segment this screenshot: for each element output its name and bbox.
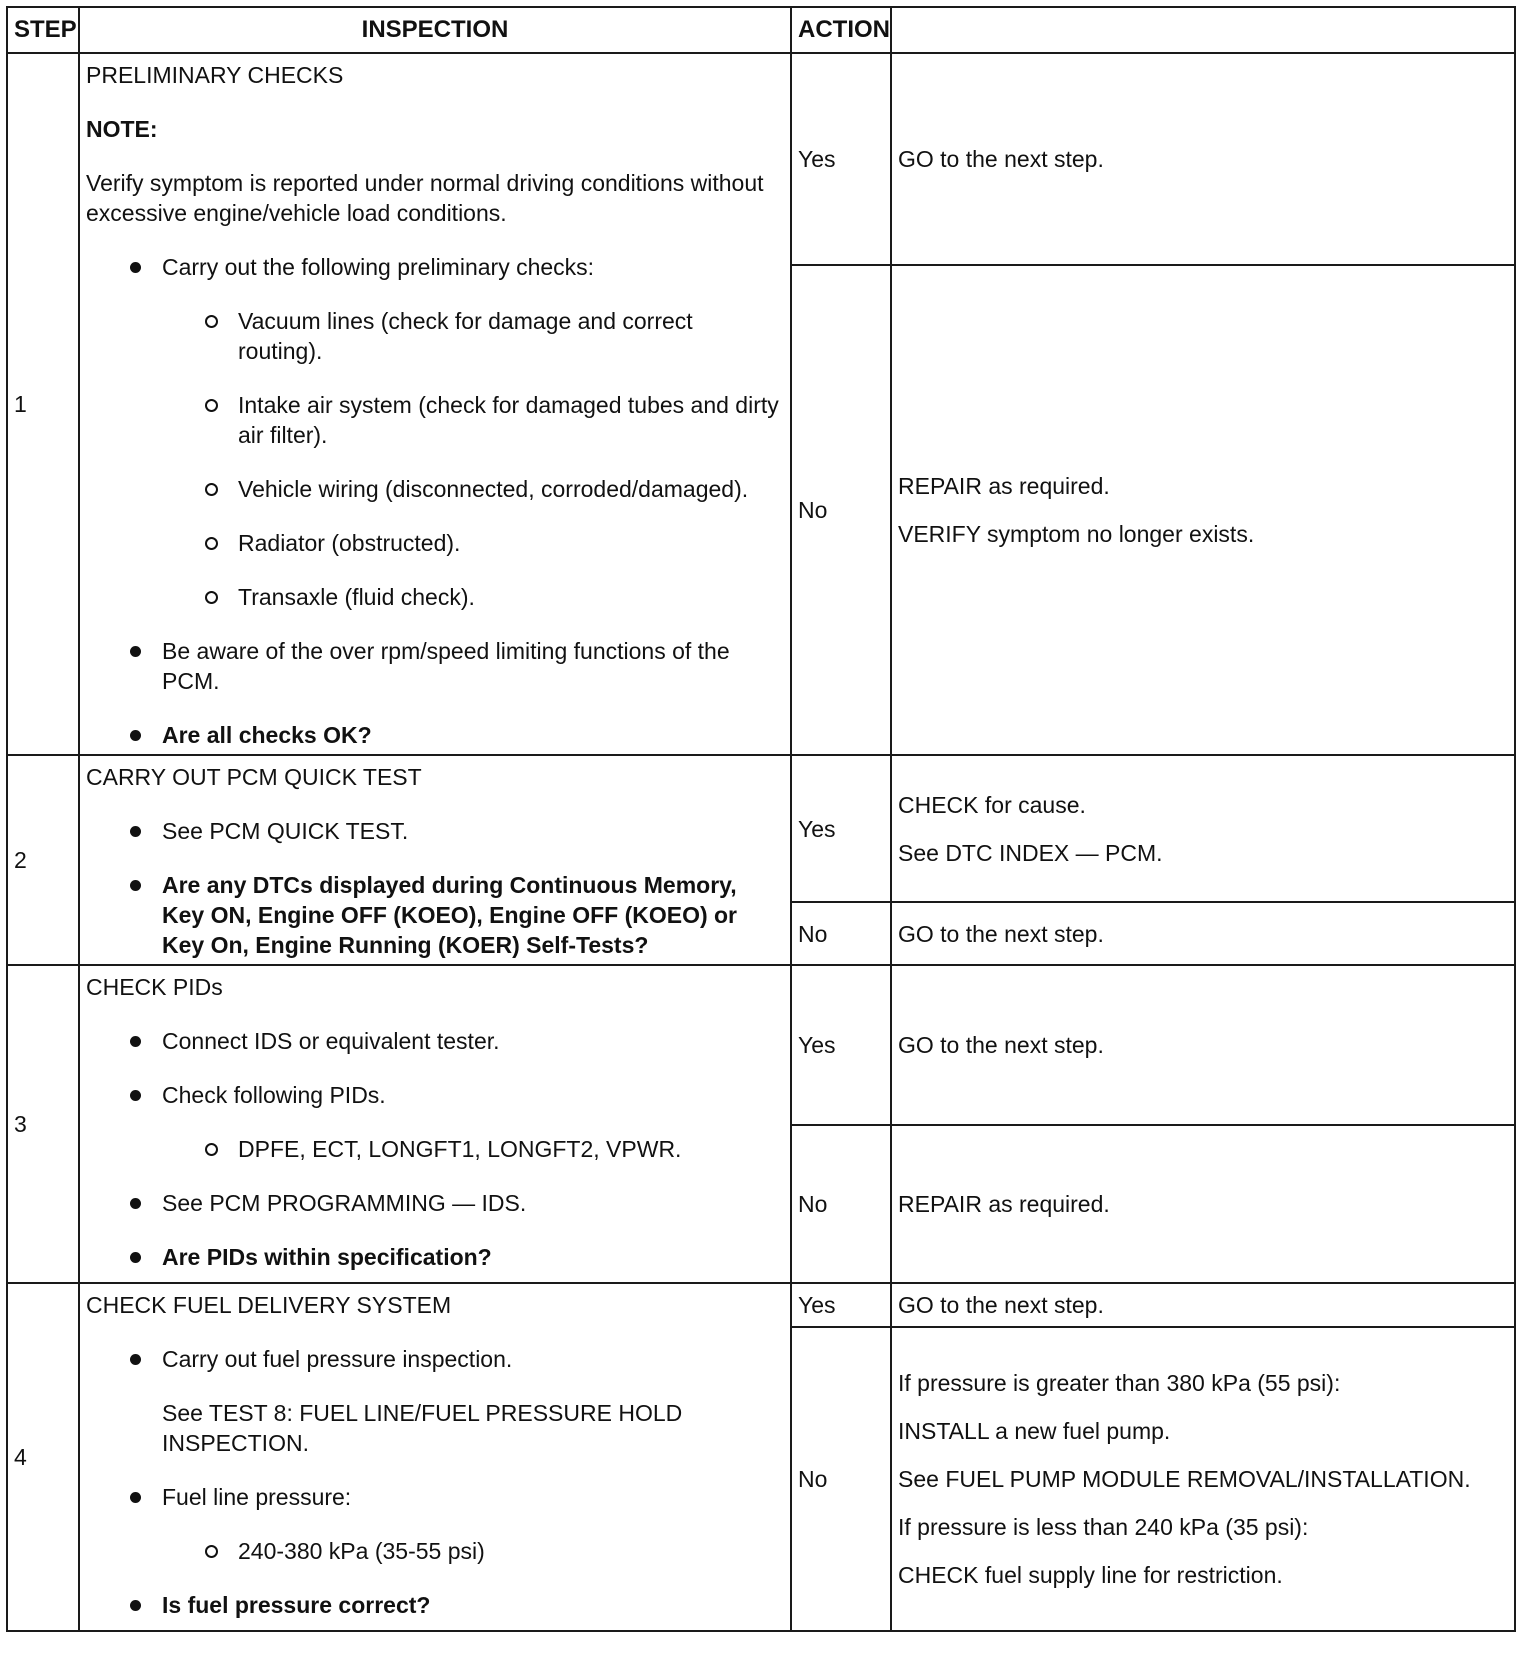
step1-question: Are all checks OK? xyxy=(86,720,782,750)
header-row xyxy=(7,7,1515,53)
step1-sub-item: Transaxle (fluid check). xyxy=(86,582,782,612)
step4-number: 4 xyxy=(7,1283,79,1631)
step2-bullet: See PCM QUICK TEST. xyxy=(86,816,782,846)
step3-sub-item: DPFE, ECT, LONGFT1, LONGFT2, VPWR. xyxy=(86,1134,782,1164)
step3-bullet-see: See PCM PROGRAMMING — IDS. xyxy=(86,1188,782,1218)
step1-sub-item: Intake air system (check for damaged tubes and dirty air filter). xyxy=(86,390,782,450)
step1-bullet-checks: Carry out the following preliminary checks: xyxy=(86,252,782,282)
step4-yes-label: Yes xyxy=(791,1283,891,1327)
step4-bullet-inspect: Carry out fuel pressure inspection. xyxy=(86,1344,782,1374)
step1-no-action xyxy=(891,265,1515,755)
step1-sub-item: Vehicle wiring (disconnected, corroded/damaged). xyxy=(86,474,782,504)
step3-no-label: No xyxy=(791,1125,891,1283)
step3-bullet-check: Check following PIDs. xyxy=(86,1080,782,1110)
step4-sub-item: 240-380 kPa (35-55 psi) xyxy=(86,1536,782,1566)
step3-yes-row xyxy=(7,965,1515,1125)
step3-yes-action: GO to the next step. xyxy=(891,965,1515,1125)
step4-inspection xyxy=(79,1283,791,1631)
step3-inspection xyxy=(79,965,791,1283)
step4-yes-row xyxy=(7,1283,1515,1327)
step1-note-text: Verify symptom is reported under normal driving conditions without excessive engine/vehicle load conditions. xyxy=(86,170,764,226)
step1-number: 1 xyxy=(7,53,79,755)
step4-no-action-check: CHECK fuel supply line for restriction. xyxy=(898,1562,1283,1588)
step1-no-action-repair: REPAIR as required. xyxy=(898,472,1110,499)
step3-yes-label: Yes xyxy=(791,965,891,1125)
step1-inspection xyxy=(79,53,791,755)
step2-yes-action xyxy=(891,755,1515,902)
header-action: ACTION xyxy=(791,7,891,53)
step1-yes-row xyxy=(7,53,1515,265)
diagnostic-table xyxy=(6,6,1516,1632)
step4-see-test: See TEST 8: FUEL LINE/FUEL PRESSURE HOLD INSPECTION. xyxy=(162,1400,683,1456)
step3-question: Are PIDs within specification? xyxy=(86,1242,782,1272)
step4-no-action-see: See FUEL PUMP MODULE REMOVAL/INSTALLATION. xyxy=(898,1466,1471,1492)
step1-note-label: NOTE: xyxy=(86,116,158,142)
header-step: STEP xyxy=(7,7,79,53)
step2-yes-row xyxy=(7,755,1515,902)
step3-title: CHECK PIDs xyxy=(86,974,223,1000)
step4-title: CHECK FUEL DELIVERY SYSTEM xyxy=(86,1292,452,1318)
step4-question: Is fuel pressure correct? xyxy=(86,1590,782,1620)
step1-no-label: No xyxy=(791,265,891,755)
step3-no-action: REPAIR as required. xyxy=(891,1125,1515,1283)
step1-sub-item: Radiator (obstructed). xyxy=(86,528,782,558)
step3-bullet-connect: Connect IDS or equivalent tester. xyxy=(86,1026,782,1056)
step2-no-label: No xyxy=(791,902,891,965)
header-result xyxy=(891,7,1515,53)
step2-question: Are any DTCs displayed during Continuous Memory, Key ON, Engine OFF (KOEO), Engine OFF (KOEO) or Key On, Engine Running (KOER) Self-Tests? xyxy=(86,870,782,960)
step1-title: PRELIMINARY CHECKS xyxy=(86,62,344,88)
step2-title: CARRY OUT PCM QUICK TEST xyxy=(86,764,422,790)
step2-yes-action-see: See DTC INDEX — PCM. xyxy=(898,839,1163,866)
step2-yes-label: Yes xyxy=(791,755,891,902)
step2-no-action: GO to the next step. xyxy=(891,902,1515,965)
step1-yes-action: GO to the next step. xyxy=(891,53,1515,265)
step4-no-action-greater: If pressure is greater than 380 kPa (55 psi): xyxy=(898,1370,1341,1396)
step4-no-label: No xyxy=(791,1327,891,1631)
step4-no-action-less: If pressure is less than 240 kPa (35 psi): xyxy=(898,1514,1309,1540)
step2-inspection xyxy=(79,755,791,965)
step1-no-action-verify: VERIFY symptom no longer exists. xyxy=(898,520,1255,547)
step4-no-action xyxy=(891,1327,1515,1631)
step1-sub-item: Vacuum lines (check for damage and correct routing). xyxy=(86,306,782,366)
step4-no-action-install: INSTALL a new fuel pump. xyxy=(898,1418,1171,1444)
step1-bullet-pcm: Be aware of the over rpm/speed limiting functions of the PCM. xyxy=(86,636,782,696)
header-inspection: INSPECTION xyxy=(79,7,791,53)
step4-bullet-pressure: Fuel line pressure: xyxy=(86,1482,782,1512)
step2-number: 2 xyxy=(7,755,79,965)
step2-yes-action-check: CHECK for cause. xyxy=(898,791,1086,818)
step4-yes-action: GO to the next step. xyxy=(891,1283,1515,1327)
step3-number: 3 xyxy=(7,965,79,1283)
step1-yes-label: Yes xyxy=(791,53,891,265)
